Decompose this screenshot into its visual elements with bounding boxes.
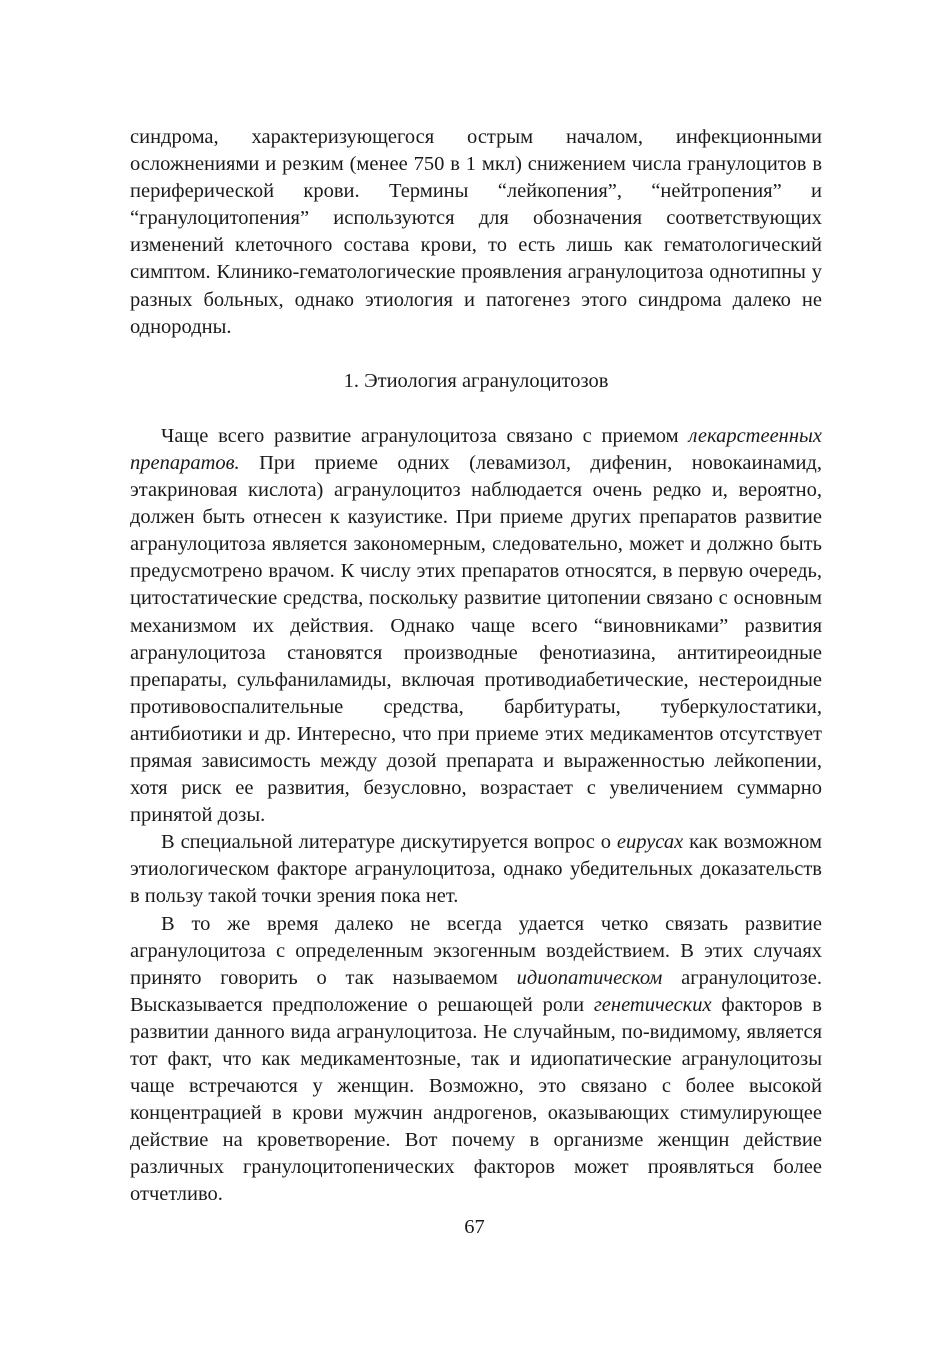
paragraph-idiopathic-text-a: В то же время далеко не всегда удается четко связать развитие агранулоцитоза с определенным экзогенным воздействием. В этих случаях принято говорить о так называемом (130, 912, 822, 989)
section-heading: 1. Этиология агранулоцитозов (343, 369, 609, 392)
paragraph-idiopathic-emphasis-2: генетических (593, 993, 712, 1016)
paragraph-idiopathic-emphasis-1: идиопатическом (516, 966, 663, 989)
paragraph-drugs-text-a: Чаще всего развитие агранулоцитоза связано с приемом (161, 424, 689, 447)
paragraph-idiopathic-text-e: факторов в развитии данного вида агранулоцитоза. Не случайным, по-видимому, является тот факт, что как медикаментозные, так и идиопатические агранулоцитозы чаще встречаются у женщин. Возможно, это связано с более высокой концентрацией в крови мужчин андрогенов, оказывающих стимулирующее действие на кроветворение. Вот почему в организме женщин действие различных гранулоцитопенических факторов может проявляться более отчетливо. (130, 993, 822, 1206)
paragraph-viruses-text-a: В специальной литературе дискутируется вопрос о (161, 831, 617, 854)
paragraph-viruses-emphasis: еирусах (616, 831, 684, 854)
paragraph-drugs (130, 423, 822, 829)
page-number: 67 (464, 1216, 485, 1238)
paragraph-drugs-text-c: При приеме одних (левамизол, дифенин, новокаинамид, этакриновая кислота) агранулоцитоз наблюдается очень редко и, вероятно, должен быть отнесен к казуистике. При приеме других препаратов развитие агранулоцитоза является закономерным, следовательно, может и должно быть предусмотрено врачом. К числу этих препаратов относятся, в первую очередь, цитостатические средства, поскольку развитие цитопении связано с основным механизмом их действия. Однако чаще всего “виновниками” развития агранулоцитоза становятся производные фенотиазина, антитиреоидные препараты, сульфаниламиды, включая противодиабетические, нестероидные противовоспалительные средства, барбитураты, туберкулостатики, антибиотики и др. Интересно, что при приеме этих медикаментов отсутствует прямая зависимость между дозой препарата и выраженностью лейкопении, хотя риск ее развития, безусловно, возрастает с увеличением суммарно принятой дозы. (130, 451, 822, 827)
intro-paragraph: синдрома, характеризующегося острым началом, инфекционными осложнениями и резким (менее 750 в 1 мкл) снижением числа гранулоцитов в периферической крови. Термины “лейкопения”, “нейтропения” и “гранулоцитопения” используются для обозначения соответствующих изменений клеточного состава крови, то есть лишь как гематологический симптом. Клинико-гематологические проявления агранулоцитоза однотипны у разных больных, однако этиология и патогенез этого синдрома далеко не однородны. (130, 126, 822, 338)
paragraph-drugs-emphasis: лекарстеенных препаратов. (130, 424, 822, 474)
paragraph-viruses (130, 829, 822, 910)
paragraph-idiopathic (130, 911, 822, 1209)
page-body (130, 124, 822, 1209)
paragraph-idiopathic-text-c: агранулоцитозе. Высказывается предположение о решающей роли (130, 966, 823, 1016)
paragraph-viruses-text-c: как возможном этиологическом факторе агранулоцитоза, однако убедительных доказательств в пользу такой точки зрения пока нет. (130, 831, 822, 908)
